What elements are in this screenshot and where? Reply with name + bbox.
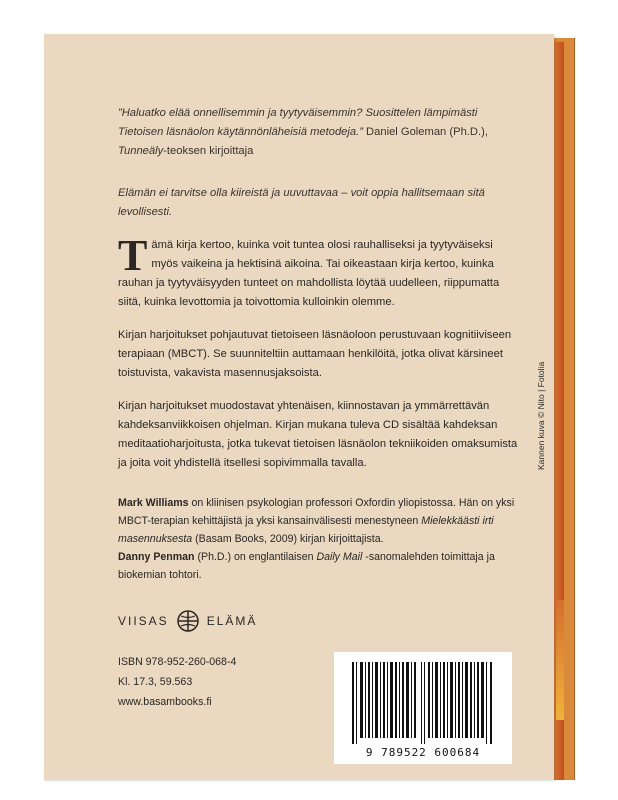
author-bio-penman [118,548,518,584]
author-text-williams-tail: (Basam Books, 2009) kirjan kirjoittajista. [192,533,384,545]
author-bios [118,494,518,584]
publisher-logo [118,608,257,634]
spine-accent [556,600,564,720]
author-book-title: Mielekkäästi irti masennuksesta [118,515,494,545]
blurb [118,231,518,487]
author-text-penman-tail: -sanomalehden toimittaja ja biokemian tohtori. [118,551,495,581]
quote-line-1: ”Haluatko elää onnellisemmin ja tyytyväisemmin? Suosittelen lämpimästi [118,107,478,119]
publisher-logo-icon [177,610,199,632]
barcode [334,652,512,764]
author-name-williams: Mark Williams [118,497,189,509]
quote-author-role: -teoksen kirjoittaja [163,145,254,157]
publisher-name-right: ELÄMÄ [206,614,258,628]
author-text-williams: on kliinisen psykologian professori Oxfordin yliopistossa. Hän on yksi MBCT-terapian kehittäjistä ja yksi kansainvälisesti menestyneen [118,497,515,527]
publisher-website[interactable]: www.basambooks.fi [118,696,212,708]
barcode-digits: 9 789522 600684 [365,746,481,759]
blurb-paragraph-3: Kirjan harjoitukset muodostavat yhtenäisen, kiinnostavan ja ymmärrettävän kahdeksanviikkoisen ohjelman. Kirjan mukana tuleva CD sisältää kahdeksan meditaatioharjoitusta, jotka tukevat tietoisen läsnäolon tekniikoiden omaksumista ja joita voit yhdistellä itsellesi sopivimmalla tavalla. [118,400,518,469]
blurb-paragraph-1-text: ämä kirja kertoo, kuinka voit tuntea olosi rauhalliseksi ja tyytyväiseksi myös vaikeina ja hektisinä aikoina. Tai oikeastaan kirja kertoo, kuinka rauhan ja tyytyväisyyden tunteet on mahdollista löytää uudelleen, riippumatta siitä, kuinka levottomia ja toivottomia kulloinkin olemme. [118,239,500,308]
quote-line-2 [118,123,518,142]
newspaper-name: Daily Mail [316,551,363,563]
quote-text: Tietoisen läsnäolon käytännönläheisiä metodeja.” [118,126,363,138]
quote-book-title: Tunneäly [118,145,164,157]
isbn: ISBN 978-952-260-068-4 [118,656,237,668]
dropcap: T [118,231,148,280]
quote-line-3 [118,142,518,161]
quote-author: Daniel Goleman (Ph.D.), [362,126,488,138]
cover-image-credit: Kannen kuva © Nito | Fotolia [536,361,546,470]
author-text-penman: (Ph.D.) on englantilaisen [194,551,317,563]
blurb-paragraph-2: Kirjan harjoitukset pohjautuvat tietoiseen läsnäoloon perustuvaan kognitiiviseen terapiaan (MBCT). Se suunniteltiin auttamaan henkilöitä, jotka olivat kärsineet toistuvista, vakavista masennusjaksoista. [118,329,512,379]
publisher-name-left: VIISAS [118,614,169,628]
book-meta [118,652,236,712]
barcode-bars [352,662,494,744]
blurb-paragraph-1 [118,231,518,312]
tagline: Elämän ei tarvitse olla kiireistä ja uuvuttavaa – voit oppia hallitsemaan sitä levollisesti. [118,187,485,218]
endorsement-quote [118,104,518,161]
author-name-penman: Danny Penman [118,551,195,563]
classification: Kl. 17.3, 59.563 [118,676,193,688]
author-bio-williams [118,494,518,548]
